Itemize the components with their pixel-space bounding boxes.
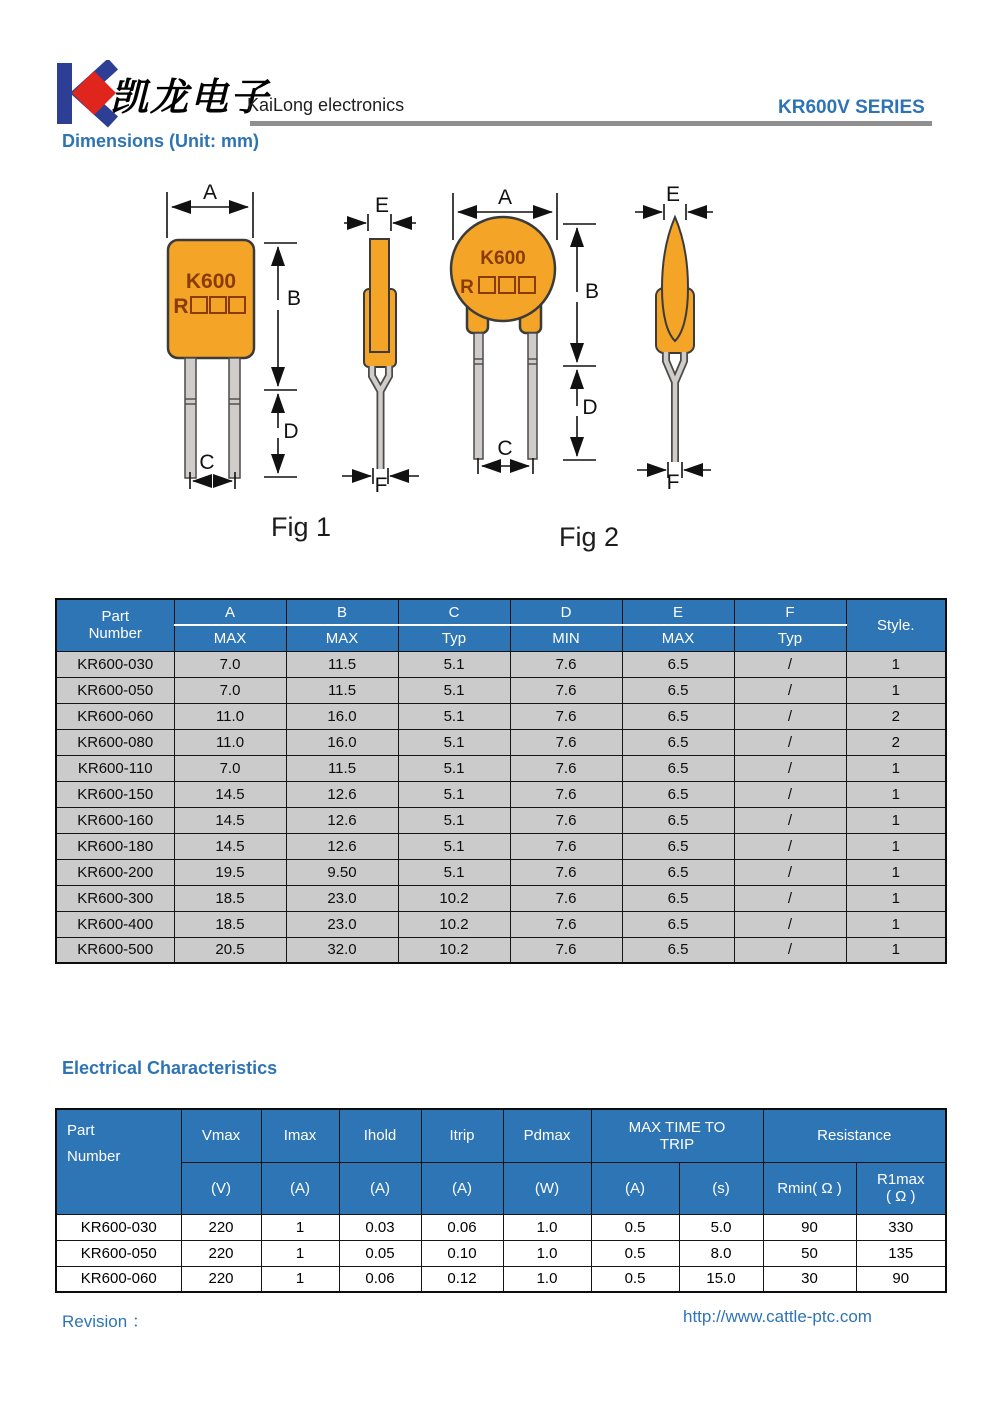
table-cell: 14.5 xyxy=(174,807,286,833)
logo-k-bar xyxy=(57,63,72,124)
table-cell: 0.03 xyxy=(339,1214,421,1240)
dim-label-b: B xyxy=(286,287,302,310)
dim-header-row-1 xyxy=(56,599,946,625)
table-cell: / xyxy=(734,729,846,755)
table-cell: 10.2 xyxy=(398,911,510,937)
electrical-section-title: Electrical Characteristics xyxy=(62,1058,278,1078)
fig2-caption: Fig 2 xyxy=(558,522,620,552)
elec-header-imax: Imax xyxy=(261,1109,339,1162)
dim-label-d: D xyxy=(283,420,299,443)
dimension-figures xyxy=(140,175,740,565)
dim-header-e: E xyxy=(622,599,734,625)
dim-header-a: A xyxy=(174,599,286,625)
fig2-marking-prefix: R xyxy=(460,277,474,298)
table-cell: 0.06 xyxy=(421,1214,503,1240)
fig2-marking: K600 xyxy=(480,248,526,269)
cell-part: KR600-160 xyxy=(56,807,174,833)
elec-unit-trip-s: (s) xyxy=(679,1162,763,1214)
table-cell: / xyxy=(734,833,846,859)
table-cell: / xyxy=(734,651,846,677)
table-cell: 7.6 xyxy=(510,859,622,885)
table-cell: 220 xyxy=(181,1266,261,1292)
table-cell: 18.5 xyxy=(174,911,286,937)
table-cell: / xyxy=(734,885,846,911)
fig2-lead-left xyxy=(474,333,483,459)
elec-unit-w: (W) xyxy=(503,1162,591,1214)
table-cell: 32.0 xyxy=(286,937,398,963)
table-row xyxy=(56,1266,946,1292)
table-cell: 1 xyxy=(846,885,946,911)
fig1-side-view xyxy=(342,194,419,497)
table-cell: 2 xyxy=(846,703,946,729)
table-cell: 12.6 xyxy=(286,807,398,833)
table-cell: 90 xyxy=(856,1266,946,1292)
dim-header-style: Style. xyxy=(846,599,946,651)
dim-label-a: A xyxy=(202,181,218,204)
table-row xyxy=(56,833,946,859)
fig1-side-strip xyxy=(370,239,389,352)
fig1-caption: Fig 1 xyxy=(270,512,332,542)
table-cell: / xyxy=(734,781,846,807)
elec-header-resistance: Resistance xyxy=(763,1109,946,1162)
cell-part: KR600-150 xyxy=(56,781,174,807)
dim-subheader-b: MAX xyxy=(286,625,398,651)
table-cell: 5.1 xyxy=(398,859,510,885)
table-cell: 1 xyxy=(261,1214,339,1240)
table-cell: 30 xyxy=(763,1266,856,1292)
table-cell: 5.1 xyxy=(398,677,510,703)
fig2-lead-right xyxy=(528,333,537,459)
table-row xyxy=(56,1214,946,1240)
dim-label-e2: E xyxy=(665,183,681,206)
trip-header-line2: TRIP xyxy=(659,1135,695,1153)
table-cell: 6.5 xyxy=(622,911,734,937)
elec-unit-v: (V) xyxy=(181,1162,261,1214)
table-cell: 6.5 xyxy=(622,729,734,755)
elec-header-pdmax: Pdmax xyxy=(503,1109,591,1162)
table-cell: 6.5 xyxy=(622,781,734,807)
table-cell: 1 xyxy=(846,937,946,963)
table-cell: 1 xyxy=(846,677,946,703)
table-cell: 14.5 xyxy=(174,833,286,859)
table-cell: 1.0 xyxy=(503,1240,591,1266)
dim-header-c: C xyxy=(398,599,510,625)
cell-part: KR600-050 xyxy=(56,677,174,703)
dim-label-f2: F xyxy=(666,471,680,494)
table-cell: 1 xyxy=(846,911,946,937)
cell-part: KR600-060 xyxy=(56,703,174,729)
dim-header-part xyxy=(56,599,174,651)
dim-subheader-d: MIN xyxy=(510,625,622,651)
table-cell: 11.5 xyxy=(286,651,398,677)
elec-header-part xyxy=(56,1109,181,1214)
revision-label: Revision ： xyxy=(62,1312,149,1331)
table-cell: 7.6 xyxy=(510,833,622,859)
table-cell: 6.5 xyxy=(622,859,734,885)
fig1-lead-right xyxy=(229,358,240,478)
table-cell: 7.6 xyxy=(510,703,622,729)
fig2-side-view xyxy=(635,183,713,494)
fig2-body xyxy=(451,217,555,321)
table-cell: 10.2 xyxy=(398,937,510,963)
table-row xyxy=(56,729,946,755)
table-cell: 1 xyxy=(846,833,946,859)
elec-unit-a3: (A) xyxy=(421,1162,503,1214)
fig1-marking: K600 xyxy=(185,270,237,293)
dim-label-f: F xyxy=(374,474,388,497)
table-cell: 5.1 xyxy=(398,703,510,729)
table-row xyxy=(56,885,946,911)
dim-label-c: C xyxy=(199,451,215,474)
table-cell: 7.6 xyxy=(510,885,622,911)
table-cell: 0.10 xyxy=(421,1240,503,1266)
table-cell: 50 xyxy=(763,1240,856,1266)
elec-unit-trip-a: (A) xyxy=(591,1162,679,1214)
elec-header-row-2 xyxy=(56,1162,946,1214)
elec-unit-a2: (A) xyxy=(339,1162,421,1214)
table-cell: 11.0 xyxy=(174,729,286,755)
elec-header-vmax: Vmax xyxy=(181,1109,261,1162)
table-cell: 1 xyxy=(846,651,946,677)
r1max-line2: ( Ω ) xyxy=(885,1188,916,1205)
dim-label-e: E xyxy=(374,194,390,217)
table-cell: 23.0 xyxy=(286,911,398,937)
table-cell: 1 xyxy=(846,755,946,781)
dimensions-table xyxy=(55,598,947,964)
table-cell: 0.06 xyxy=(339,1266,421,1292)
dimensions-section-title: Dimensions (Unit: mm) xyxy=(62,131,260,151)
elec-header-max-time-to-trip xyxy=(591,1109,763,1162)
table-cell: 90 xyxy=(763,1214,856,1240)
company-name: KaiLong electronics xyxy=(247,95,405,115)
table-cell: 6.5 xyxy=(622,937,734,963)
table-cell: 7.0 xyxy=(174,651,286,677)
cell-part: KR600-200 xyxy=(56,859,174,885)
cell-part: KR600-180 xyxy=(56,833,174,859)
table-cell: 5.1 xyxy=(398,651,510,677)
fig2-side-lens xyxy=(662,217,688,341)
table-cell: 5.1 xyxy=(398,755,510,781)
elec-header-itrip: Itrip xyxy=(421,1109,503,1162)
logo-chinese-text: 凯龙电子 xyxy=(110,75,271,119)
table-cell: 7.6 xyxy=(510,911,622,937)
table-cell: 7.6 xyxy=(510,755,622,781)
elec-header-ihold: Ihold xyxy=(339,1109,421,1162)
table-cell: 7.6 xyxy=(510,807,622,833)
fig2-front-view xyxy=(451,186,599,474)
cell-part: KR600-050 xyxy=(56,1240,181,1266)
table-cell: 5.1 xyxy=(398,729,510,755)
cell-part: KR600-110 xyxy=(56,755,174,781)
elec-unit-a1: (A) xyxy=(261,1162,339,1214)
table-cell: 11.0 xyxy=(174,703,286,729)
dim-label-b2: B xyxy=(584,280,600,303)
dim-label-d2: D xyxy=(582,396,598,419)
table-cell: 19.5 xyxy=(174,859,286,885)
part-header-line1: Part xyxy=(67,1122,95,1139)
table-cell: 1.0 xyxy=(503,1214,591,1240)
dim-subheader-c: Typ xyxy=(398,625,510,651)
table-cell: / xyxy=(734,807,846,833)
table-cell: 6.5 xyxy=(622,703,734,729)
table-row xyxy=(56,703,946,729)
elec-unit-rmin: Rmin( Ω ) xyxy=(763,1162,856,1214)
elec-unit-r1max xyxy=(856,1162,946,1214)
table-cell: 7.0 xyxy=(174,755,286,781)
elec-header-row-1 xyxy=(56,1109,946,1162)
table-cell: 330 xyxy=(856,1214,946,1240)
dim-header-row-2 xyxy=(56,625,946,651)
table-cell: 8.0 xyxy=(679,1240,763,1266)
fig1-lead-left xyxy=(185,358,196,478)
dim-label-c2: C xyxy=(497,437,513,460)
table-cell: 2 xyxy=(846,729,946,755)
fig1-front-view xyxy=(167,181,301,489)
table-cell: 5.0 xyxy=(679,1214,763,1240)
table-cell: 14.5 xyxy=(174,781,286,807)
table-cell: / xyxy=(734,937,846,963)
table-cell: 6.5 xyxy=(622,807,734,833)
part-header-line1: Part xyxy=(101,608,129,626)
dim-subheader-a: MAX xyxy=(174,625,286,651)
table-cell: 10.2 xyxy=(398,885,510,911)
table-cell: 220 xyxy=(181,1214,261,1240)
cell-part: KR600-030 xyxy=(56,651,174,677)
table-cell: 6.5 xyxy=(622,677,734,703)
header-divider xyxy=(250,121,932,126)
table-cell: 7.6 xyxy=(510,937,622,963)
table-cell: 1 xyxy=(261,1266,339,1292)
cell-part: KR600-080 xyxy=(56,729,174,755)
electrical-table xyxy=(55,1108,947,1293)
table-cell: / xyxy=(734,703,846,729)
table-row xyxy=(56,911,946,937)
table-row xyxy=(56,781,946,807)
table-cell: 12.6 xyxy=(286,833,398,859)
table-cell: 220 xyxy=(181,1240,261,1266)
table-row xyxy=(56,937,946,963)
website-link[interactable]: http://www.cattle-ptc.com xyxy=(683,1307,872,1326)
table-cell: 6.5 xyxy=(622,651,734,677)
table-cell: 16.0 xyxy=(286,703,398,729)
table-cell: 1 xyxy=(846,859,946,885)
table-cell: 135 xyxy=(856,1240,946,1266)
table-cell: 5.1 xyxy=(398,833,510,859)
fig1-marking-prefix: R xyxy=(173,295,189,318)
table-row xyxy=(56,677,946,703)
cell-part: KR600-400 xyxy=(56,911,174,937)
dim-header-d: D xyxy=(510,599,622,625)
table-cell: 0.5 xyxy=(591,1240,679,1266)
trip-header-line1: MAX TIME TO xyxy=(628,1118,726,1136)
table-cell: 11.5 xyxy=(286,755,398,781)
table-row xyxy=(56,859,946,885)
table-cell: 6.5 xyxy=(622,885,734,911)
table-cell: 12.6 xyxy=(286,781,398,807)
table-cell: 1 xyxy=(261,1240,339,1266)
table-cell: 16.0 xyxy=(286,729,398,755)
table-cell: 7.6 xyxy=(510,651,622,677)
part-header-line2: Number xyxy=(88,625,142,643)
dim-label-a2: A xyxy=(497,186,513,209)
table-cell: 6.5 xyxy=(622,833,734,859)
series-title: KR600V SERIES xyxy=(778,97,925,118)
table-cell: / xyxy=(734,755,846,781)
table-row xyxy=(56,1240,946,1266)
table-cell: 7.0 xyxy=(174,677,286,703)
table-cell: 0.05 xyxy=(339,1240,421,1266)
table-cell: 18.5 xyxy=(174,885,286,911)
table-cell: 20.5 xyxy=(174,937,286,963)
cell-part: KR600-060 xyxy=(56,1266,181,1292)
cell-part: KR600-500 xyxy=(56,937,174,963)
dim-subheader-e: MAX xyxy=(622,625,734,651)
table-cell: 6.5 xyxy=(622,755,734,781)
table-row xyxy=(56,651,946,677)
table-cell: 7.6 xyxy=(510,677,622,703)
table-cell: / xyxy=(734,677,846,703)
table-cell: 1 xyxy=(846,807,946,833)
table-cell: 15.0 xyxy=(679,1266,763,1292)
dim-header-f: F xyxy=(734,599,846,625)
table-cell: 7.6 xyxy=(510,781,622,807)
table-cell: 0.12 xyxy=(421,1266,503,1292)
table-cell: 5.1 xyxy=(398,781,510,807)
table-cell: 1.0 xyxy=(503,1266,591,1292)
dim-subheader-f: Typ xyxy=(734,625,846,651)
dim-header-b: B xyxy=(286,599,398,625)
table-row xyxy=(56,807,946,833)
part-header-line2: Number xyxy=(67,1148,121,1165)
table-cell: 7.6 xyxy=(510,729,622,755)
table-cell: 11.5 xyxy=(286,677,398,703)
cell-part: KR600-030 xyxy=(56,1214,181,1240)
table-row xyxy=(56,755,946,781)
table-cell: / xyxy=(734,911,846,937)
table-cell: 23.0 xyxy=(286,885,398,911)
cell-part: KR600-300 xyxy=(56,885,174,911)
r1max-line1: R1max xyxy=(877,1171,925,1188)
table-cell: 5.1 xyxy=(398,807,510,833)
table-cell: 9.50 xyxy=(286,859,398,885)
table-cell: 0.5 xyxy=(591,1266,679,1292)
table-cell: 1 xyxy=(846,781,946,807)
table-cell: 0.5 xyxy=(591,1214,679,1240)
table-cell: / xyxy=(734,859,846,885)
